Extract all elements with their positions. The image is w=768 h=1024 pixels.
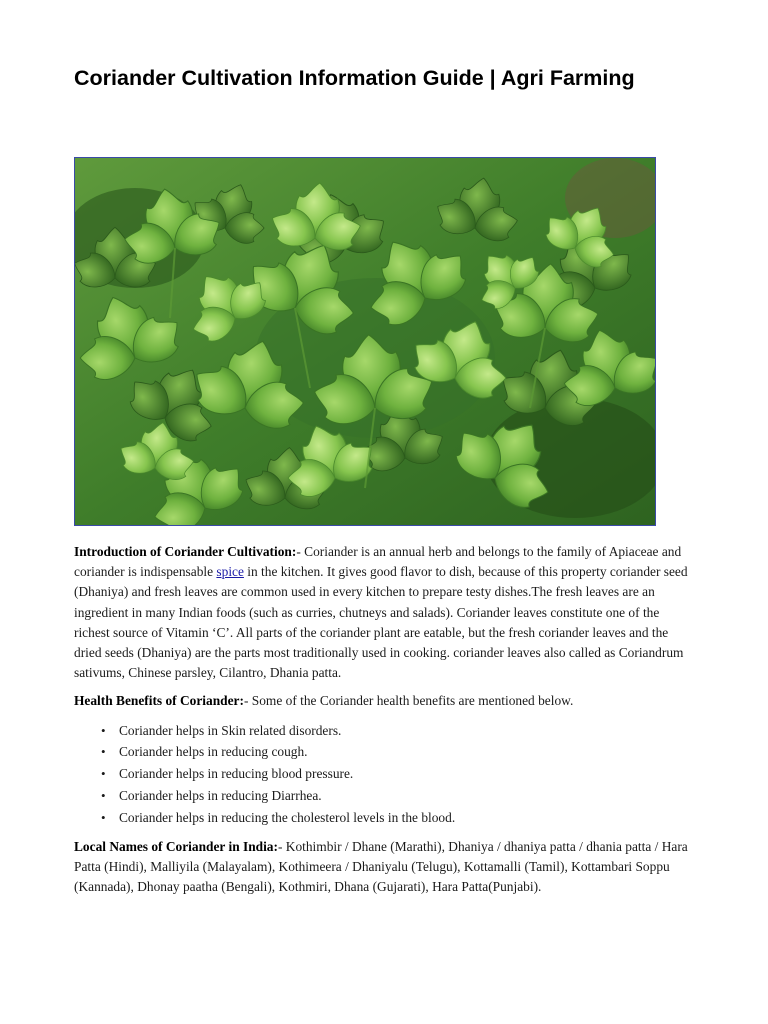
- list-item: • Coriander helps in reducing Diarrhea.: [119, 785, 698, 807]
- list-item: • Coriander helps in Skin related disorders.: [119, 720, 698, 742]
- coriander-leaves-photo: [74, 157, 656, 526]
- list-item: • Coriander helps in reducing the cholesterol levels in the blood.: [119, 807, 698, 829]
- health-heading: Health Benefits of Coriander:: [74, 693, 244, 709]
- list-item: • Coriander helps in reducing cough.: [119, 741, 698, 763]
- local-names-heading: Local Names of Coriander in India:: [74, 838, 278, 854]
- bullet-icon: •: [101, 809, 106, 825]
- bullet-icon: •: [101, 722, 106, 738]
- local-names-paragraph: [74, 837, 698, 898]
- intro-text-after-link: in the kitchen. It gives good flavor to dish, because of this property coriander seed (Dhaniya) and fresh leaves are common used in every kitchen to prepare testy dishes.The fresh leaves are an ingredient in many Indian foods (such as curries, chutneys and salads). Coriander leaves constitute one of the richest source of Vitamin ‘C’. All parts of the coriander plant are eatable, but the fresh coriander leaves and the dried seeds (Dhaniya) are the parts most traditionally used in cooking. coriander leaves also called as Coriandrum sativums, Chinese parsley, Cilantro, Dhania patta.: [74, 564, 688, 681]
- intro-heading: Introduction of Coriander Cultivation:: [74, 544, 297, 559]
- health-paragraph: [74, 691, 698, 711]
- health-text: - Some of the Coriander health benefits are mentioned below.: [243, 693, 574, 709]
- bullet-icon: •: [101, 788, 106, 804]
- spice-link[interactable]: spice: [216, 564, 244, 580]
- intro-paragraph: [74, 542, 698, 683]
- list-item: • Coriander helps in reducing blood pressure.: [119, 763, 698, 785]
- bullet-icon: •: [101, 766, 106, 782]
- intro-text-before-link: - Coriander is an annual herb and belongs to the family of Apiaceae and coriander is indispensable: [74, 544, 682, 580]
- bullet-icon: •: [101, 744, 106, 760]
- health-benefits-list: [74, 720, 698, 829]
- article-body: [74, 542, 698, 905]
- local-names-text: - Kothimbir / Dhane (Marathi), Dhaniya / dhaniya patta / dhania patta / Hara Patta (Hindi), Malliyila (Malayalam), Kothimeera / Dhaniyalu (Telugu), Kottamalli (Tamil), Kottambari Soppu (Kannada), Dhonay paatha (Bengali), Kothmiri, Dhana (Gujarati), Hara Patta(Punjabi).: [74, 838, 688, 895]
- page-title: Coriander Cultivation Information Guide | Agri Farming: [74, 66, 635, 90]
